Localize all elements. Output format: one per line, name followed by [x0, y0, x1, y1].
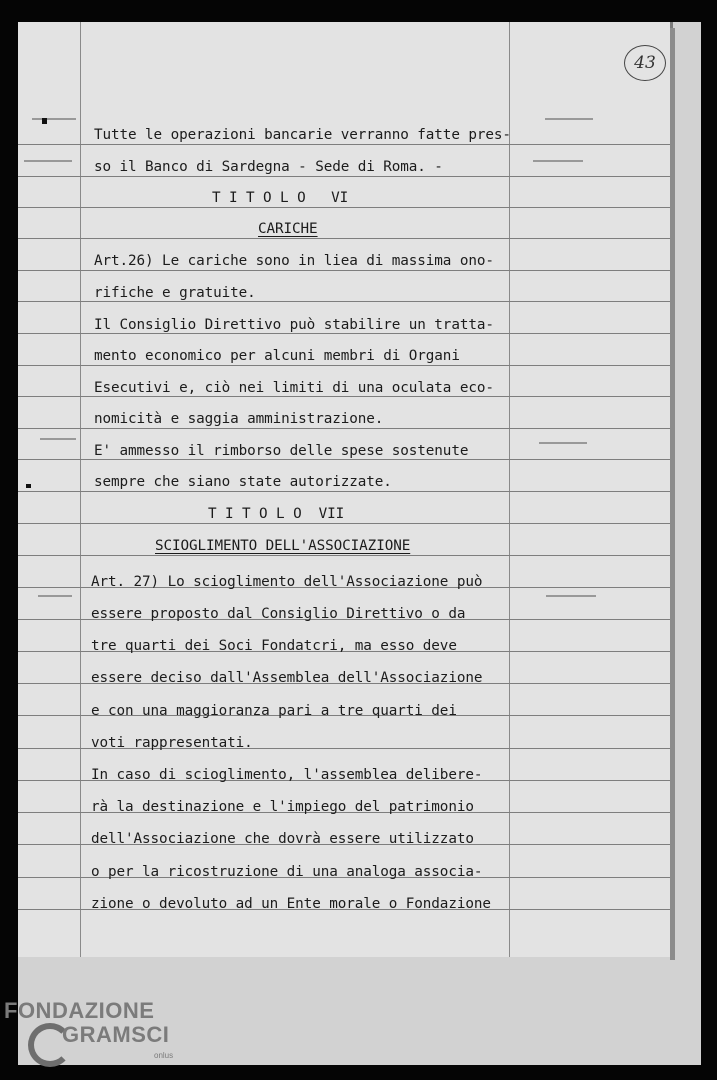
text-line: o per la ricostruzione di una analoga associa- — [91, 864, 483, 880]
text-line: e con una maggioranza pari a tre quarti dei — [91, 703, 457, 719]
margin-line-left — [80, 22, 81, 957]
section-heading: CARICHE — [258, 221, 318, 237]
margin-tick — [24, 160, 72, 162]
text-line: Art. 27) Lo scioglimento dell'Associazione può — [91, 574, 483, 590]
text-line: voti rappresentati. — [91, 735, 253, 751]
text-line: rifiche e gratuite. — [94, 285, 256, 301]
text-line: so il Banco di Sardegna - Sede di Roma. - — [94, 159, 443, 175]
margin-tick — [533, 160, 583, 162]
text-line: mento economico per alcuni membri di Organi — [94, 348, 460, 364]
text-line: Il Consiglio Direttivo può stabilire un tratta- — [94, 317, 494, 333]
title-heading: T I T O L O VI — [212, 190, 349, 206]
text-line: sempre che siano state autorizzate. — [94, 474, 392, 490]
margin-tick — [546, 595, 596, 597]
section-heading: SCIOGLIMENTO DELL'ASSOCIAZIONE — [155, 538, 411, 554]
document-page — [18, 22, 670, 957]
watermark-line2: GRAMSCI — [62, 1022, 170, 1047]
ruled-line — [18, 238, 670, 239]
text-line: Art.26) Le cariche sono in liea di massima ono- — [94, 253, 494, 269]
margin-line-right — [509, 22, 510, 957]
folio-number: 43 — [624, 45, 666, 81]
text-line: zione o devoluto ad un Ente morale o Fondazione — [91, 896, 491, 912]
margin-tick — [40, 438, 76, 440]
text-line: In caso di scioglimento, l'assemblea delibere- — [91, 767, 483, 783]
margin-tick — [539, 442, 587, 444]
ink-mark — [42, 118, 47, 124]
ruled-line — [18, 365, 670, 366]
ink-mark — [26, 484, 31, 488]
watermark-line1: FONDAZIONE — [4, 998, 155, 1023]
ruled-line — [18, 144, 670, 145]
ruled-line — [18, 428, 670, 429]
ruled-line — [18, 523, 670, 524]
margin-tick — [38, 595, 72, 597]
title-heading: T I T O L O VII — [208, 506, 345, 522]
margin-tick — [32, 118, 76, 120]
ruled-line — [18, 207, 670, 208]
text-line: dell'Associazione che dovrà essere utilizzato — [91, 831, 474, 847]
ruled-line — [18, 491, 670, 492]
text-line: Tutte le operazioni bancarie verranno fatte pres- — [94, 127, 511, 143]
ruled-line — [18, 270, 670, 271]
text-line: Esecutivi e, ciò nei limiti di una oculata eco- — [94, 380, 494, 396]
text-line: rà la destinazione e l'impiego del patrimonio — [91, 799, 474, 815]
margin-tick — [545, 118, 593, 120]
text-line: essere deciso dall'Assemblea dell'Associazione — [91, 670, 483, 686]
text-line: nomicità e saggia amministrazione. — [94, 411, 384, 427]
watermark-logo — [4, 998, 174, 1060]
text-line: essere proposto dal Consiglio Direttivo o da — [91, 606, 466, 622]
ruled-line — [18, 176, 670, 177]
text-line: tre quarti dei Soci Fondatcri, ma esso deve — [91, 638, 457, 654]
text-line: E' ammesso il rimborso delle spese sostenute — [94, 443, 469, 459]
watermark-line3: onlus — [154, 1051, 174, 1060]
ruled-line — [18, 555, 670, 556]
